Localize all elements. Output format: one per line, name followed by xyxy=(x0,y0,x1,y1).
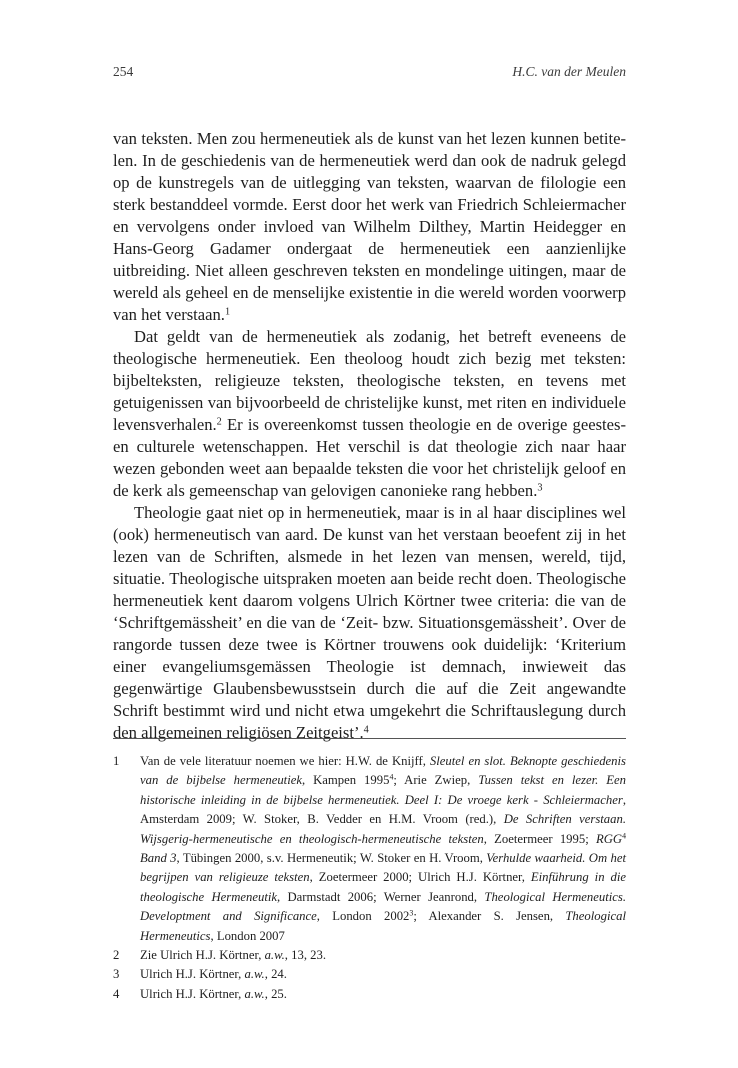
edition-superscript: 3 xyxy=(409,908,414,918)
footnote-text: , 25. xyxy=(264,986,287,1001)
paragraph-1-text: van teksten. Men zou hermeneutiek als de kunst van het lezen kunnen betitelen. In de geschiedenis van de hermeneutiek werd dan ook de nadruk gelegd op de kunstregels van de uitlegging van teksten, waarvan de filologie een sterk bestanddeel vormde. Eerst door het werk van Friedrich Schleiermacher en vervolgens onder invloed van Wilhelm Dilthey, Martin Heidegger en Hans-Georg Gadamer ondergaat de hermeneutiek een aanzienlijke uitbreiding. Niet alleen geschreven teksten en mondelinge uitingen, maar de wereld als geheel en de menselijke existentie in die wereld worden voorwerp van het verstaan. xyxy=(113,129,626,324)
footnote-title: Tussen tekst en lezer. Een historische inleiding in de bijbelse hermeneutiek. Deel I: De vroege kerk - Schleiermacher xyxy=(140,773,626,807)
paragraph-2-text-a: Dat geldt van de hermeneutiek als zodanig, het betreft eveneens de theologische hermeneutiek. Een theoloog houdt zich bezig met teksten: bijbelteksten, religieuze teksten, theologische teksten, en tevens met getuigenissen van bijvoorbeeld de christelijke kunst, met riten en individuele levensverhalen. xyxy=(113,327,626,434)
footnote-ref-4: 4 xyxy=(363,724,369,736)
footnote-text: , Tübingen 2000, s.v. Hermeneutik; W. Stoker en H. Vroom, xyxy=(176,851,487,866)
paragraph-3 xyxy=(113,502,626,744)
footnote-text: , London 2007 xyxy=(210,928,285,943)
paragraph-2 xyxy=(113,326,626,502)
footnote-text: , Zoetermeer 1995; xyxy=(483,831,596,846)
footnote-3 xyxy=(113,965,626,984)
footnote-text: , 24. xyxy=(264,967,287,982)
footnote-text: ; Arie Zwiep, xyxy=(393,773,479,788)
footnote-title: Sleutel en slot. Beknopte geschiedenis van de bijbelse hermeneutiek xyxy=(140,754,626,788)
footnote-number: 2 xyxy=(113,948,120,963)
footnote-ref-2: 2 xyxy=(216,416,222,428)
main-text xyxy=(113,128,626,744)
footnote-title: Einführung in die theologische Hermeneutik xyxy=(140,870,626,904)
footnote-number: 4 xyxy=(113,986,120,1001)
footnote-title: Theological Hermeneutics. Developtment and Significance xyxy=(140,889,626,924)
footnote-4 xyxy=(113,985,626,1004)
footnote-number: 1 xyxy=(113,754,120,768)
footnote-title: a.w. xyxy=(264,948,285,963)
footnote-title: De Schriften verstaan. Wijsgerig-hermeneutische en theologisch-hermeneutische teksten xyxy=(140,812,626,846)
running-head-author: H.C. van der Meulen xyxy=(512,64,626,79)
footnote-1 xyxy=(113,752,626,946)
footnote-text: Van de vele literatuur noemen we hier: H.W. de Knijff, xyxy=(140,754,430,768)
footnote-title: Theological Hermeneutics xyxy=(140,909,626,943)
footnote-number: 3 xyxy=(113,967,120,982)
footnote-ref-1: 1 xyxy=(224,306,231,318)
edition-superscript: 4 xyxy=(622,831,626,841)
footnote-text: , 13, 23. xyxy=(284,948,327,963)
footnote-divider xyxy=(113,738,626,739)
footnote-text: , Kampen 1995 xyxy=(301,773,390,788)
footnote-text: , Amsterdam 2009; W. Stoker, B. Vedder en H.M. Vroom (red.), xyxy=(140,792,626,827)
footnote-title: RGG xyxy=(595,831,623,846)
footnote-text: Ulrich H.J. Körtner, xyxy=(140,967,245,982)
footnote-title: a.w. xyxy=(244,986,265,1001)
footnote-title: Verhulde waarheid. Om het begrijpen van religieuze teksten xyxy=(140,851,626,885)
footnote-ref-3: 3 xyxy=(537,482,543,494)
footnote-text: , London 2002 xyxy=(316,909,410,924)
footnote-title: a.w. xyxy=(244,967,265,982)
page-number: 254 xyxy=(113,64,134,79)
edition-superscript: 4 xyxy=(389,773,394,783)
footnote-text: ; Alexander S. Jensen, xyxy=(413,909,566,924)
paragraph-3-text: Theologie gaat niet op in hermeneutiek, maar is in al haar disciplines wel (ook) hermeneutisch van aard. De kunst van het verstaan beoefent zij in het lezen van de Schriften, alsmede in het lezen van mensen, wereld, tijd, situatie. Theologische uitspraken moeten aan beide recht doen. Theologische hermeneutiek kent daarom volgens Ulrich Körtner twee criteria: die van de ‘Schriftgemässheit’ en die van de ‘Zeit- bzw. Situationsgemässheit’. Over de rangorde tussen deze twee is Körtner trouwens ook duidelijk: ‘Kriterium einer evangeliumsgemässen Theologie ist demnach, inwieweit das gegenwärtige Glaubensbewusstsein durch die auf die Zeit angewandte Schrift bestimmt wird und nicht etwa umgekehrt die Schriftauslegung durch den allgemeinen religiösen Zeitgeist’. xyxy=(113,503,626,742)
footnotes xyxy=(113,752,626,1004)
footnote-text: , Darmstadt 2006; Werner Jeanrond, xyxy=(277,889,485,904)
paragraph-1 xyxy=(113,128,626,326)
running-header xyxy=(113,64,626,84)
footnote-2 xyxy=(113,946,626,965)
footnote-text: Zie Ulrich H.J. Körtner, xyxy=(140,948,265,963)
paragraph-2-text-b: Er is overeenkomst tussen theologie en de overige geestes- en culturele wetenschappen. Het verschil is dat theologie zich naar haar wezen gebonden weet aan bepaalde teksten die voor het christelijk geloof en de kerk als gemeenschap van gelovigen canonieke rang hebben. xyxy=(113,415,626,500)
footnote-title: Band 3 xyxy=(140,851,177,866)
footnote-text: , Zoetermeer 2000; Ulrich H.J. Körtner, xyxy=(309,870,531,885)
footnote-text: Ulrich H.J. Körtner, xyxy=(140,986,245,1001)
